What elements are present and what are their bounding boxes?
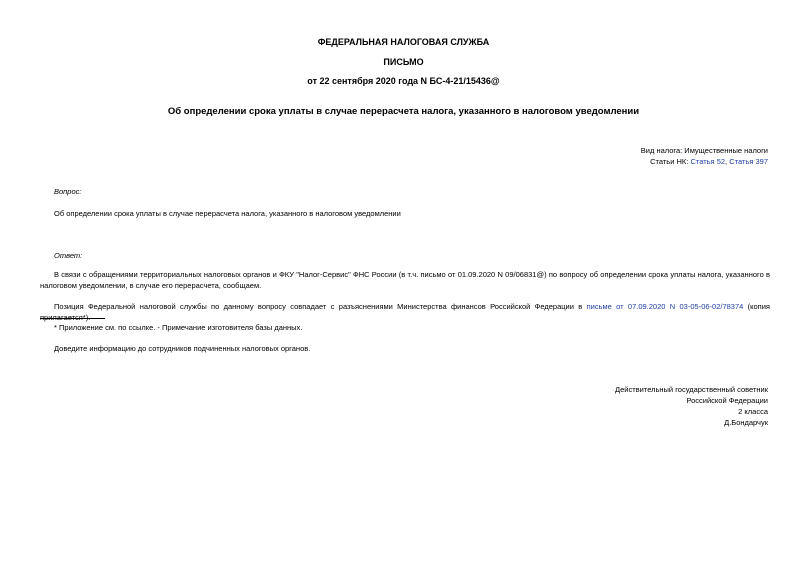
agency-title: ФЕДЕРАЛЬНАЯ НАЛОГОВАЯ СЛУЖБА (317, 37, 490, 47)
articles-separator: , (725, 157, 730, 166)
signature-title-1: Действительный государственный советник (615, 385, 768, 394)
signature-title-2: Российской Федерации (686, 396, 768, 405)
signature-block (615, 384, 768, 428)
question-label: Вопрос: (54, 187, 82, 196)
article-397-link[interactable]: Статья 397 (729, 157, 768, 166)
answer-paragraph-2 (40, 301, 770, 323)
footnote-divider (40, 318, 105, 319)
signature-title-3: 2 класса (738, 407, 768, 416)
tax-articles (641, 156, 768, 167)
document-date-number: от 22 сентября 2020 года N БС-4-21/15436@ (307, 76, 500, 86)
paragraph-2-text-after: (копия прилагается*). (40, 302, 770, 322)
answer-paragraph-1: В связи с обращениями территориальных налоговых органов и ФКУ "Налог-Сервис" ФНС России (в т.ч. письмо от 01.09.2020 N 09/06831@) по вопросу об определении срока уплаты налога, указанного в налоговом уведомлении, в случае его перерасчета, сообщаем. (40, 270, 770, 290)
article-52-link[interactable]: Статья 52 (690, 157, 726, 166)
tax-meta-block (641, 145, 768, 167)
tax-type: Вид налога: Имущественные налоги (640, 146, 768, 155)
minfin-letter-link[interactable]: письме от 07.09.2020 N 03-05-06-02/78374 (586, 302, 744, 311)
document-subject: Об определении срока уплаты в случае перерасчета налога, указанного в налоговом уведомлении (167, 106, 640, 117)
answer-label: Ответ: (54, 251, 83, 260)
footnote-text: * Приложение см. по ссылке. - Примечание изготовителя базы данных. (54, 323, 303, 332)
articles-prefix: Статьи НК: (650, 157, 691, 166)
paragraph-2-text-before: Позиция Федеральной налоговой службы по данному вопросу совпадает с разъяснениями Министерства финансов Российской Федерации в (54, 302, 587, 311)
answer-paragraph-3: Доведите информацию до сотрудников подчиненных налоговых органов. (54, 344, 311, 353)
question-text: Об определении срока уплаты в случае перерасчета налога, указанного в налоговом уведомлении (54, 209, 401, 218)
signatory-name: Д.Бондарчук (724, 418, 768, 427)
document-type: ПИСЬМО (383, 57, 424, 67)
